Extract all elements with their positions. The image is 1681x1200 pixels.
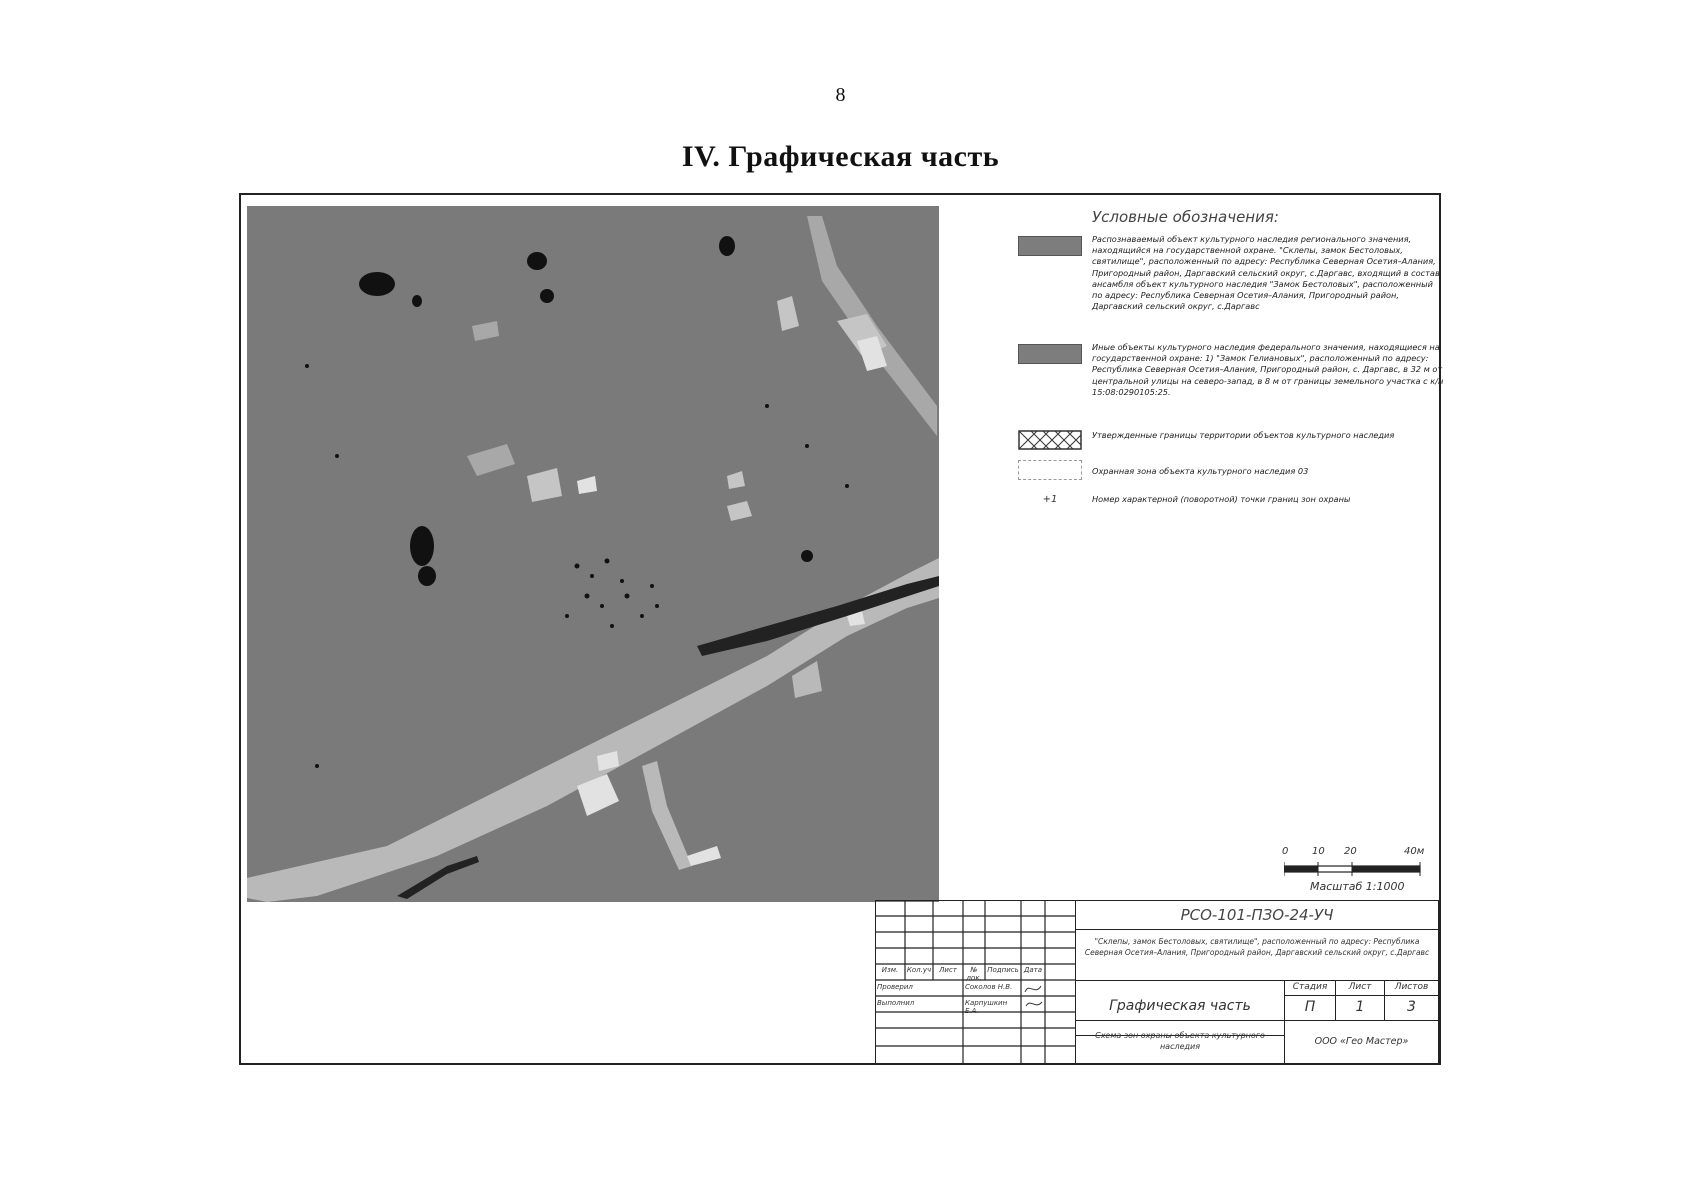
page-title: IV. Графическая часть [681,140,1000,173]
dark-patch [527,252,547,270]
header-cell: № док. [966,966,982,982]
scale-bar-graphic [1284,862,1424,876]
dark-patch [359,272,395,296]
signature-role: Выполнил [877,999,915,1007]
signature-role: Проверил [877,983,913,991]
object-description: "Склепы, замок Бестоловых, святилище", расположенный по адресу: Республика Северная Осетия–Алания, Пригородный район, Даргавский сельский округ, с.Даргавс [1084,937,1430,957]
legend-item-text: Утвержденные границы территории объектов культурного наследия [1092,430,1395,440]
dark-patch [719,236,735,256]
signature-name: Карпушкин Е.А. [965,999,1008,1015]
sheets-header: Листов [1394,982,1429,992]
scale-tick-label: 20 [1344,846,1357,857]
scale-tick-label: 10 [1312,846,1325,857]
gray-fill-swatch [1018,344,1082,364]
sheet-header: Лист [1348,982,1372,992]
header-cell: Кол.уч [906,966,932,974]
dark-patch [540,289,554,303]
signature-name: Соколов Н.В. [965,983,1013,991]
sheet-value: 1 [1355,999,1365,1015]
header-cell: Дата [1023,966,1043,974]
header-cell: Подпись [987,966,1019,974]
legend-item-text: Номер характерной (поворотной) точки границ зон охраны [1092,494,1351,504]
legend-item-text: Охранная зона объекта культурного наследия 03 [1092,466,1309,476]
dark-patch [410,526,434,566]
dark-patch [418,566,436,586]
gray-fill-swatch [1018,236,1082,256]
stage-header: Стадия [1292,982,1328,992]
dark-patch [801,550,813,562]
hatch-swatch [1018,430,1082,450]
scale-label: Масштаб 1:1000 [1310,880,1405,893]
legend-title: Условные обозначения: [1092,208,1279,226]
dashed-boundary-swatch [1018,460,1082,480]
drawing-name: Схема зон охраны объекта культурного наследия [1095,1031,1265,1051]
title-block [875,900,1439,1065]
dark-patch [412,295,422,307]
scale-tick-label: 40м [1404,846,1425,857]
header-cell: Изм. [881,966,899,974]
stage-value: П [1304,999,1316,1015]
handwritten-signature-mark [1023,980,1045,1012]
orthophoto-map [247,206,939,902]
scale-bar [1282,846,1432,898]
header-cell: Лист [939,966,957,974]
scale-tick-label: 0 [1282,846,1289,857]
legend-item-text: Распознаваемый объект культурного наследия регионального значения, находящийся на государственной охране. "Склепы, замок Бестоловых, святилище", расположенный по адресу: Республика Северная Осетия–Алания, Пригородный район, Даргавский сельский округ, с.Даргавс, входящий в состав ансамбля объект культурного наследия "Замок Бестоловых", расположенный по адресу: Республика Северная Осетия–Алания, Пригородный район, Даргавский сельский округ, с.Даргавс [1092,234,1440,312]
sheets-value: 3 [1407,999,1416,1015]
page-number: 8 [835,84,846,106]
legend-item-text: Иные объекты культурного наследия федерального значения, находящиеся на государственной охране: 1) "Замок Гелиановых", расположенный по адресу: Республика Северная Осетия–Алания, Пригородный район, с. Даргавс, в 32 м от центральной улицы на северо-запад, в 8 м от границы земельного участка с к/н 15:08:0290105:25. [1092,342,1444,397]
point-number-symbol: +1 [1042,494,1058,505]
doc-code: РСО-101-ПЗО-24-УЧ [1180,906,1334,924]
company-name: ООО «Гео Мастер» [1314,1036,1409,1047]
section-title: Графическая часть [1109,998,1251,1014]
